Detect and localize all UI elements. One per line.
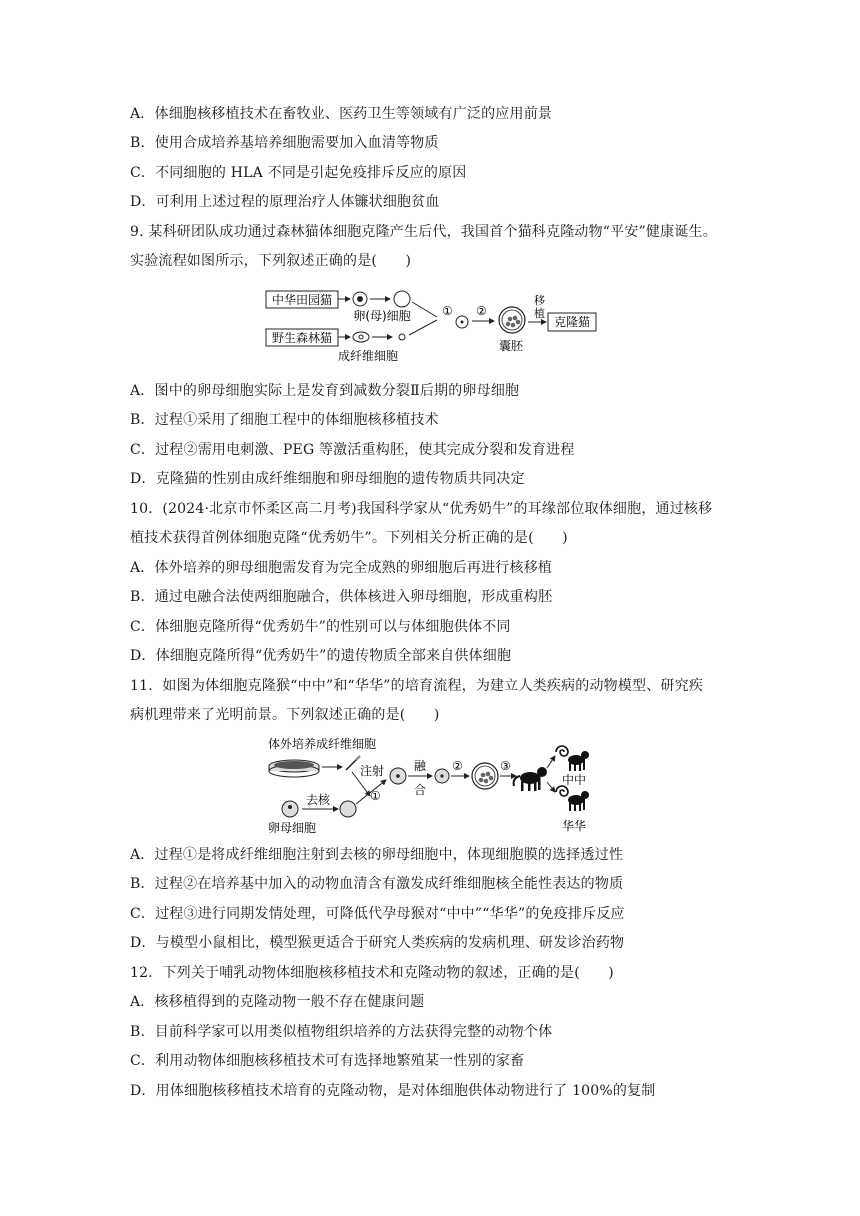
q11-reconstructed-embryo	[435, 769, 449, 783]
q9-label-transplant-1: 移	[534, 294, 545, 307]
q9-label-transplant-2: 植	[534, 307, 545, 320]
q11-label-egg: 卵母细胞	[268, 821, 317, 835]
q12-stem: 12．下列关于哺乳动物体细胞核移植技术和克隆动物的叙述，正确的是( )	[130, 965, 614, 981]
q11-enucleated-egg	[340, 801, 356, 817]
q11-label-zhongzhong: 中中	[562, 773, 587, 787]
q11-monkey-huahua-icon	[556, 786, 589, 811]
q11-egg-cell	[282, 801, 298, 817]
q8-option-c: C．不同细胞的 HLA 不同是引起免疫排斥反应的原因	[130, 165, 467, 181]
q9-step-1: ①	[442, 304, 453, 318]
q9-stem-line-2: 实验流程如图所示，下列叙述正确的是( )	[130, 253, 412, 269]
q11-stem-line-1: 11．如图为体细胞克隆猴“中中”和“华华”的培育流程，为建立人类疾病的动物模型、研究疾	[130, 678, 704, 694]
q9-box-domestic-cat	[266, 291, 338, 308]
arrow	[547, 782, 555, 792]
q12-option-b: B．目前科学家可以用类似植物组织培养的方法获得完整的动物个体	[130, 1024, 553, 1040]
q11-label-fuse-2: 合	[414, 783, 427, 797]
q9-nucleus	[399, 334, 405, 340]
q11-label-fuse-1: 融	[414, 759, 427, 773]
q9-box-wild-cat	[266, 329, 338, 346]
q11-step-1: ①	[370, 789, 381, 803]
q10-option-b: B．通过电融合法使两细胞融合，供体核进入卵母细胞，形成重构胚	[130, 589, 553, 605]
q12-option-c: C．利用动物体细胞核移植技术可有选择地繁殖某一性别的家畜	[130, 1053, 525, 1069]
q11-label-culture: 体外培养成纤维细胞	[268, 737, 377, 751]
q9-option-a: A．图中的卵母细胞实际上是发育到减数分裂Ⅱ后期的卵母细胞	[130, 383, 520, 399]
q9-label-egg: 卵(母)细胞	[353, 309, 411, 323]
q8-option-d: D．可利用上述过程的原理治疗人体镰状细胞贫血	[130, 194, 440, 210]
merge-line-bottom	[409, 320, 437, 335]
q11-option-d: D．与模型小鼠相比，模型猴更适合于研究人类疾病的发病机理、研发诊治药物	[130, 935, 625, 951]
q9-box-cloned-cat	[548, 313, 596, 331]
q11-option-a: A．过程①是将成纤维细胞注射到去核的卵母细胞中，体现细胞膜的选择透过性	[130, 847, 624, 863]
q11-cloned-monkey-diagram	[262, 734, 596, 838]
q11-injection-needle	[346, 756, 360, 770]
merge-line-top	[412, 302, 437, 317]
q9-fibroblast-cell	[353, 332, 369, 342]
q10-option-c: C．体细胞克隆所得“优秀奶牛”的性别可以与体细胞供体不同	[130, 619, 511, 635]
q10-stem-line-2: 植技术获得首例体细胞克隆“优秀奶牛”。下列相关分析正确的是( )	[130, 530, 568, 546]
q11-label-huahua: 华华	[562, 819, 587, 833]
svg-text:野生森林猫: 野生森林猫	[271, 331, 333, 345]
q11-blastocyst	[472, 763, 498, 789]
q10-stem-line-1: 10．(2024·北京市怀柔区高二月考)我国科学家从“优秀奶牛”的耳缘部位取体细胞，通过核移	[130, 501, 713, 517]
q12-option-d: D．用体细胞核移植技术培育的克隆动物，是对体细胞供体动物进行了 100%的复制	[130, 1083, 656, 1099]
q11-option-b: B．过程②在培养基中加入的动物血清含有激发成纤维细胞核全能性表达的物质	[130, 876, 624, 892]
q9-option-c: C．过程②需用电刺激、PEG 等激活重构胚，使其完成分裂和发育进程	[130, 442, 575, 458]
q11-label-inject: 注射	[360, 764, 385, 778]
q9-blastocyst	[499, 307, 525, 333]
q9-option-d: D．克隆猫的性别由成纤维细胞和卵母细胞的遗传物质共同决定	[130, 471, 525, 487]
svg-text:中华田园猫: 中华田园猫	[271, 293, 333, 307]
q11-option-c: C．过程③进行同期发情处理，可降低代孕母猴对“中中”“华华”的免疫排斥反应	[130, 906, 625, 922]
q9-label-blastocyst: 囊胚	[498, 339, 524, 353]
q11-step-3: ③	[500, 759, 511, 773]
q9-option-b: B．过程①采用了细胞工程中的体细胞核移植技术	[130, 412, 439, 428]
q11-injected-egg	[390, 768, 406, 784]
q11-stem-line-2: 病机理带来了光明前景。下列叙述正确的是( )	[130, 707, 440, 723]
q10-option-d: D．体细胞克隆所得“优秀奶牛”的遗传物质全部来自供体细胞	[130, 648, 512, 664]
q9-enucleated-egg	[394, 291, 410, 307]
q11-label-enucleate: 去核	[306, 793, 331, 807]
q9-egg-with-nucleus	[353, 292, 367, 306]
arrow	[547, 756, 555, 768]
q9-step-2: ②	[476, 304, 487, 318]
q11-step-2: ②	[452, 759, 463, 773]
svg-text:克隆猫: 克隆猫	[553, 315, 591, 329]
q9-stem-line-1: 9. 某科研团队成功通过森林猫体细胞克隆产生后代，我国首个猫科克隆动物“平安”健康诞生。	[130, 224, 717, 240]
q11-petri-dish	[269, 760, 319, 777]
q8-option-a: A．体细胞核移植技术在畜牧业、医药卫生等领域有广泛的应用前景	[130, 106, 553, 122]
q9-label-fibroblast: 成纤维细胞	[337, 349, 399, 363]
q8-option-b: B．使用合成培养基培养细胞需要加入血清等物质	[130, 135, 439, 151]
q11-surrogate-monkey-icon	[514, 767, 547, 791]
q12-option-a: A．核移植得到的克隆动物一般不存在健康问题	[130, 994, 425, 1010]
q10-option-a: A．体外培养的卵母细胞需发育为完全成熟的卵细胞后再进行核移植	[130, 560, 553, 576]
q9-cloned-cat-diagram	[262, 284, 602, 368]
q11-monkey-zhongzhong-icon	[556, 746, 589, 771]
